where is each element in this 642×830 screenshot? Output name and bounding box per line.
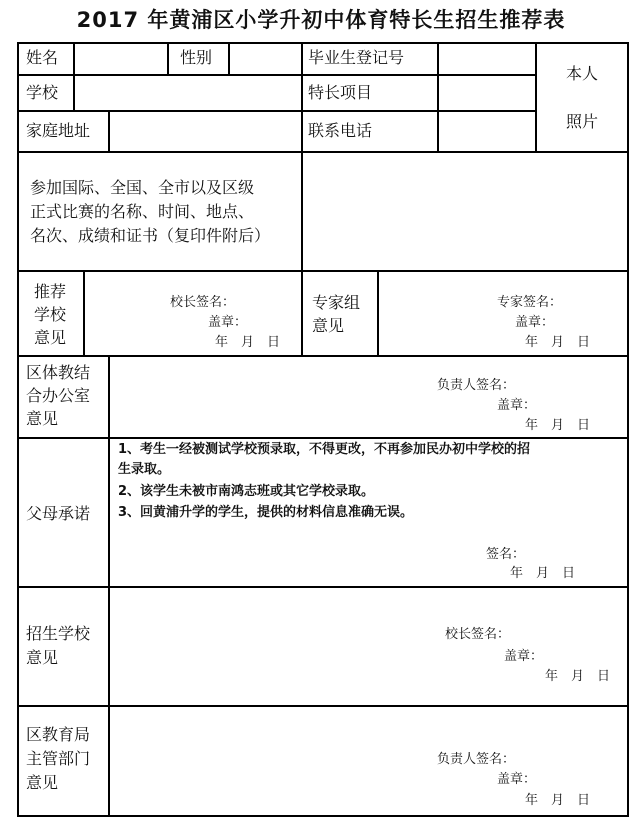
specialty-field[interactable]: [441, 77, 533, 108]
district-office-sign-label: 负责人签名：: [437, 378, 516, 393]
page-title: 2017 年黄浦区小学升初中体育特长生招生推荐表: [76, 8, 566, 32]
promise-item: 3、回黄浦升学的学生，提供的材料信息准确无误。: [118, 505, 414, 520]
gender-field[interactable]: [232, 45, 298, 73]
education-bureau-label: 区教育局 主管部门 意见: [26, 725, 91, 792]
district-office-seal-label: 盖章：: [497, 398, 537, 413]
recommend-school-label: 推荐 学校 意见: [34, 282, 67, 347]
name-label: 姓名: [26, 48, 59, 67]
specialty-label: 特长项目: [308, 83, 373, 102]
bureau-date-label: 年 月 日: [525, 793, 591, 808]
registration-number-field[interactable]: [441, 45, 533, 73]
parents-promise-label: 父母承诺: [26, 504, 91, 523]
school-label: 学校: [26, 83, 59, 102]
expert-date-label: 年 月 日: [525, 335, 591, 350]
phone-label: 联系电话: [308, 121, 373, 140]
district-office-date-label: 年 月 日: [525, 418, 591, 433]
admission-sign-label: 校长签名：: [445, 627, 511, 642]
promise-item: 2、该学生未被市南鸿志班或其它学校录取。: [118, 484, 375, 499]
admission-seal-label: 盖章：: [504, 649, 544, 664]
address-label: 家庭地址: [26, 121, 91, 140]
registration-number-label: 毕业生登记号: [308, 48, 405, 67]
phone-field[interactable]: [441, 113, 533, 149]
parents-date-label: 年 月 日: [510, 566, 576, 581]
name-field[interactable]: [77, 45, 165, 73]
competitions-label: 参加国际、全国、全市以及区级 正式比赛的名称、时间、地点、 名次、成绩和证书（复印件附后）: [30, 178, 271, 245]
bureau-seal-label: 盖章：: [497, 772, 537, 787]
principal-seal-label: 盖章：: [208, 315, 248, 330]
expert-group-label: 专家组 意见: [312, 293, 361, 335]
promise-item: 生录取。: [118, 462, 171, 477]
parents-sign-label: 签名：: [486, 547, 526, 562]
competitions-field[interactable]: [305, 154, 625, 268]
admission-school-label: 招生学校 意见: [26, 624, 91, 667]
photo-label-line1: 本人: [566, 64, 599, 83]
school-field[interactable]: [77, 77, 299, 108]
expert-seal-label: 盖章：: [515, 315, 555, 330]
principal-sign-label: 校长签名：: [170, 295, 236, 310]
photo-label-line2: 照片: [566, 112, 599, 131]
bureau-sign-label: 负责人签名：: [437, 752, 516, 767]
principal-date-label: 年 月 日: [215, 335, 281, 350]
promise-item: 1、考生一经被测试学校预录取，不得更改，不再参加民办初中学校的招: [118, 442, 531, 457]
district-office-label: 区体教结 合办公室 意见: [26, 363, 91, 428]
admission-date-label: 年 月 日: [545, 669, 611, 684]
gender-label: 性别: [180, 48, 213, 67]
address-field[interactable]: [112, 113, 299, 149]
expert-sign-label: 专家签名：: [497, 295, 563, 310]
